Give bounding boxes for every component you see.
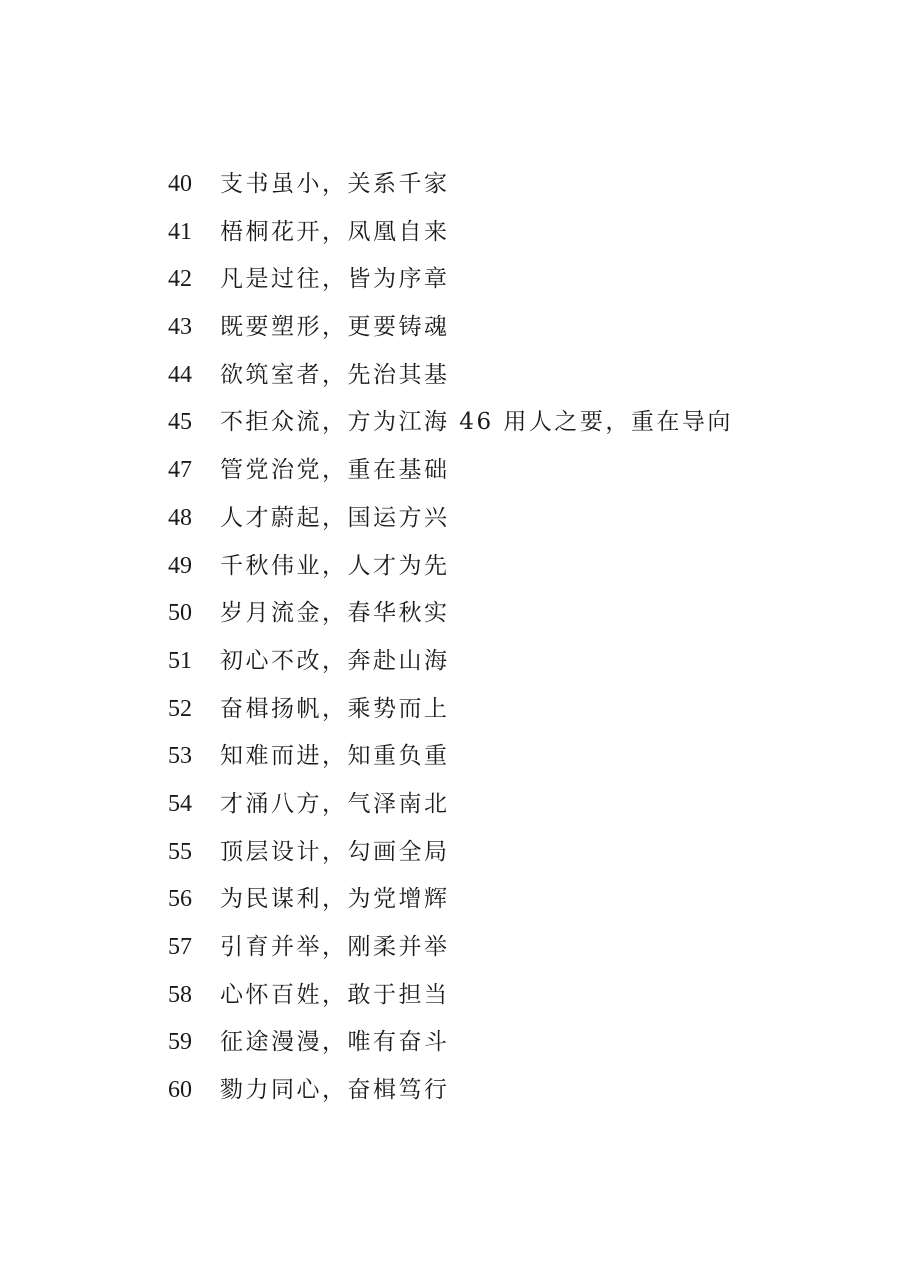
item-text: 勠力同心，奋楫笃行 (220, 1077, 450, 1104)
item-number: 54 (168, 790, 192, 817)
item-text: 岁月流金，春华秋实 (220, 600, 450, 627)
list-item (168, 927, 733, 975)
item-text: 奋楫扬帆，乘势而上 (220, 695, 450, 722)
item-number: 53 (168, 743, 192, 770)
list-item (168, 212, 733, 260)
item-text: 征途漫漫，唯有奋斗 (220, 1029, 450, 1056)
list-item (168, 307, 733, 355)
list-item (168, 784, 733, 832)
item-number: 57 (168, 934, 192, 960)
item-text: 引育并举，刚柔并举 (220, 934, 450, 960)
item-text: 为民谋利，为党增辉 (220, 886, 450, 913)
list-item (168, 736, 733, 784)
item-text: 心怀百姓，敢于担当 (220, 981, 450, 1008)
item-number: 49 (168, 552, 192, 579)
item-number: 40 (168, 171, 192, 197)
item-text: 初心不改，奔赴山海 (220, 647, 450, 674)
item-text: 梧桐花开，凤凰自来 (220, 218, 450, 245)
list-item (168, 879, 733, 927)
item-text: 顶层设计，勾画全局 (220, 838, 450, 865)
item-text: 人才蔚起，国运方兴 (220, 504, 450, 531)
item-number: 51 (168, 647, 192, 674)
list-item (168, 164, 733, 212)
item-text: 凡是过往，皆为序章 (220, 266, 450, 293)
list-item (168, 689, 733, 737)
item-number: 59 (168, 1029, 192, 1056)
item-number: 55 (168, 838, 192, 865)
item-text: 才涌八方，气泽南北 (220, 790, 450, 817)
item-number: 42 (168, 266, 192, 293)
item-number: 58 (168, 981, 192, 1008)
list-item (168, 1022, 733, 1070)
list-item (168, 546, 733, 594)
item-number: 43 (168, 314, 192, 341)
list-item (168, 259, 733, 307)
list-item (168, 1070, 733, 1118)
item-number: 60 (168, 1077, 192, 1104)
list-item (168, 593, 733, 641)
item-number: 45 (168, 409, 192, 436)
list-item (168, 641, 733, 689)
list-item (168, 975, 733, 1023)
item-number: 44 (168, 361, 192, 388)
item-number: 41 (168, 218, 192, 245)
item-number: 50 (168, 600, 192, 627)
slogan-list (168, 164, 733, 1118)
item-text: 既要塑形，更要铸魂 (220, 314, 450, 341)
item-number: 48 (168, 504, 192, 531)
list-item (168, 355, 733, 403)
list-item (168, 450, 733, 498)
item-text: 知难而进，知重负重 (220, 743, 450, 770)
list-item (168, 402, 733, 450)
list-item (168, 832, 733, 880)
item-number: 47 (168, 457, 192, 484)
list-item (168, 498, 733, 546)
item-text: 管党治党，重在基础 (220, 457, 450, 484)
item-text: 千秋伟业，人才为先 (220, 552, 450, 579)
item-text: 不拒众流，方为江海 46 用人之要，重在导向 (220, 409, 733, 436)
item-number: 56 (168, 886, 192, 913)
item-text: 欲筑室者，先治其基 (220, 361, 450, 388)
item-number: 52 (168, 695, 192, 722)
item-text: 支书虽小，关系千家 (220, 171, 450, 197)
